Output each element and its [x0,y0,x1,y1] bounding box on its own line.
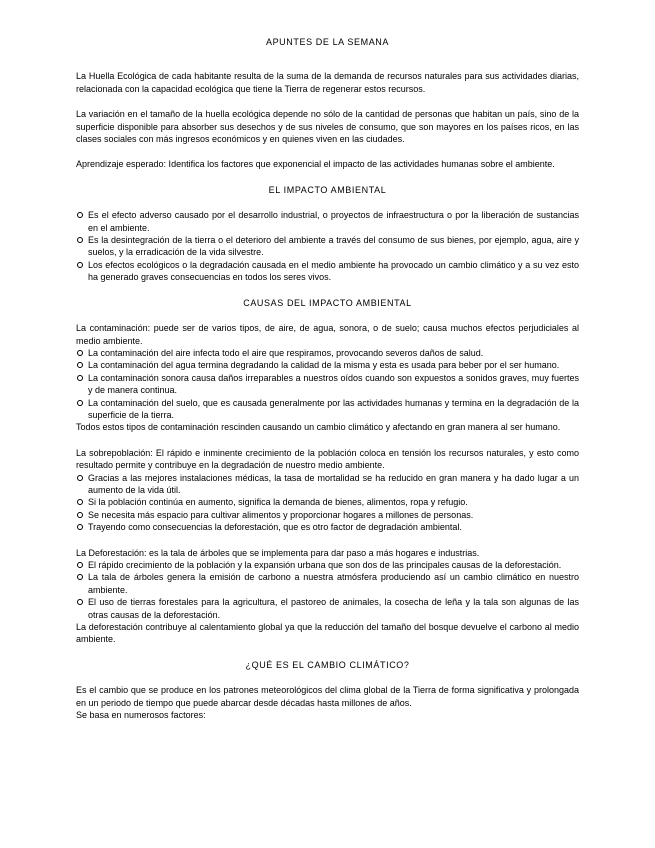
impacto-list [76,209,579,283]
cambio-paragraph: Es el cambio que se produce en los patrones meteorológicos del clima global de la Tierra de forma significativa y prolongada en un periodo de tiempo que puede abarcar desde décadas hasta millones de años. [76,685,579,708]
intro-paragraph-aprendizaje: Aprendizaje esperado: Identifica los factores que exponencial el impacto de las actividades humanas sobre el ambiente. [76,159,555,170]
list-item: La contaminación del aire infecta todo el aire que respiramos, provocando severos daños de salud. [76,347,579,359]
list-item: El uso de tierras forestales para la agricultura, el pastoreo de animales, la cosecha de leña y la tala son algunas de las otras causas de la deforestación. [76,596,579,621]
list-item: Si la población continúa en aumento, significa la demanda de bienes, alimentos, ropa y refugio. [76,496,579,508]
deforestacion-closing: La deforestación contribuye al calentamiento global ya que la reducción del tamaño del bosque devuelve el carbono al medio ambiente. [76,622,579,645]
section-heading-causas: CAUSAS DEL IMPACTO AMBIENTAL [243,297,412,308]
deforestacion-intro: La Deforestación: es la tala de árboles que se implementa para dar paso a más hogares e industrias. [76,547,480,558]
list-item: El rápido crecimiento de la población y la expansión urbana que son dos de las principales causas de la deforestación. [76,559,579,571]
section-heading-impacto: EL IMPACTO AMBIENTAL [268,184,387,195]
list-item: La contaminación del suelo, que es causada generalmente por las actividades humanas y termina en la degradación de la superficie de la tierra. [76,397,579,422]
list-item: Los efectos ecológicos o la degradación causada en el medio ambiente ha provocado un cambio climático y a su vez esto ha generado graves consecuencias en todos los seres vivos. [76,259,579,284]
deforestacion-list [76,559,579,621]
list-item: Es el efecto adverso causado por el desarrollo industrial, o proyectos de infraestructura o por la liberación de sustancias en el ambiente. [76,209,579,234]
list-item: Se necesita más espacio para cultivar alimentos y proporcionar hogares a millones de personas. [76,509,579,521]
section-heading-cambio: ¿QUÉ ES EL CAMBIO CLIMÁTICO? [245,659,410,670]
page-title: APUNTES DE LA SEMANA [265,37,390,47]
list-item: La contaminación sonora causa daños irreparables a nuestros oídos cuando son expuestos a sonidos graves, muy fuertes y de manera continua. [76,372,579,397]
list-item: Trayendo como consecuencias la deforestación, que es otro factor de degradación ambiental. [76,521,579,533]
contaminacion-list [76,347,579,421]
list-item: La contaminación del agua termina degradando la calidad de la misma y esta es usada para beber por el ser humano. [76,359,579,371]
sobrepoblacion-intro: La sobrepoblación: El rápido e inminente crecimiento de la población coloca en tensión los recursos naturales, y esto como resultado permite y contribuye en la degradación de nuestro medio ambiente. [76,447,579,471]
intro-paragraph-huella: La Huella Ecológica de cada habitante resulta de la suma de la demanda de recursos naturales para sus actividades diarias, relacionada con la capacidad ecológica que tiene la Tierra de regenerar estos recursos. [76,71,579,94]
contaminacion-intro: La contaminación: puede ser de varios tipos, de aire, de agua, sonora, o de suelo; causa muchos efectos perjudiciales al medio ambiente. [76,323,579,346]
contaminacion-closing: Todos estos tipos de contaminación rescinden causando un cambio climático y afectando en gran manera al ser humano. [76,422,561,433]
sobrepoblacion-list [76,472,579,534]
list-item: La tala de árboles genera la emisión de carbono a nuestra atmósfera produciendo así un cambio climático en nuestro ambiente. [76,571,579,596]
intro-paragraph-variacion: La variación en el tamaño de la huella ecológica depende no sólo de la cantidad de personas que habitan un país, sino de la superficie disponible para absorber sus desechos y de sus niveles de consumo, que son mayores en los países ricos, en las clases sociales con más ingresos económicos y en quienes viven en las ciudades. [76,109,579,145]
list-item: Gracias a las mejores instalaciones médicas, la tasa de mortalidad se ha reducido en gran manera y ha dado lugar a un aumento de la vida útil. [76,472,579,497]
cambio-factors: Se basa en numerosos factores: [76,710,206,721]
list-item: Es la desintegración de la tierra o el deterioro del ambiente a través del consumo de sus bienes, por ejemplo, agua, aire y suelos, y la erradicación de la vida silvestre. [76,234,579,259]
